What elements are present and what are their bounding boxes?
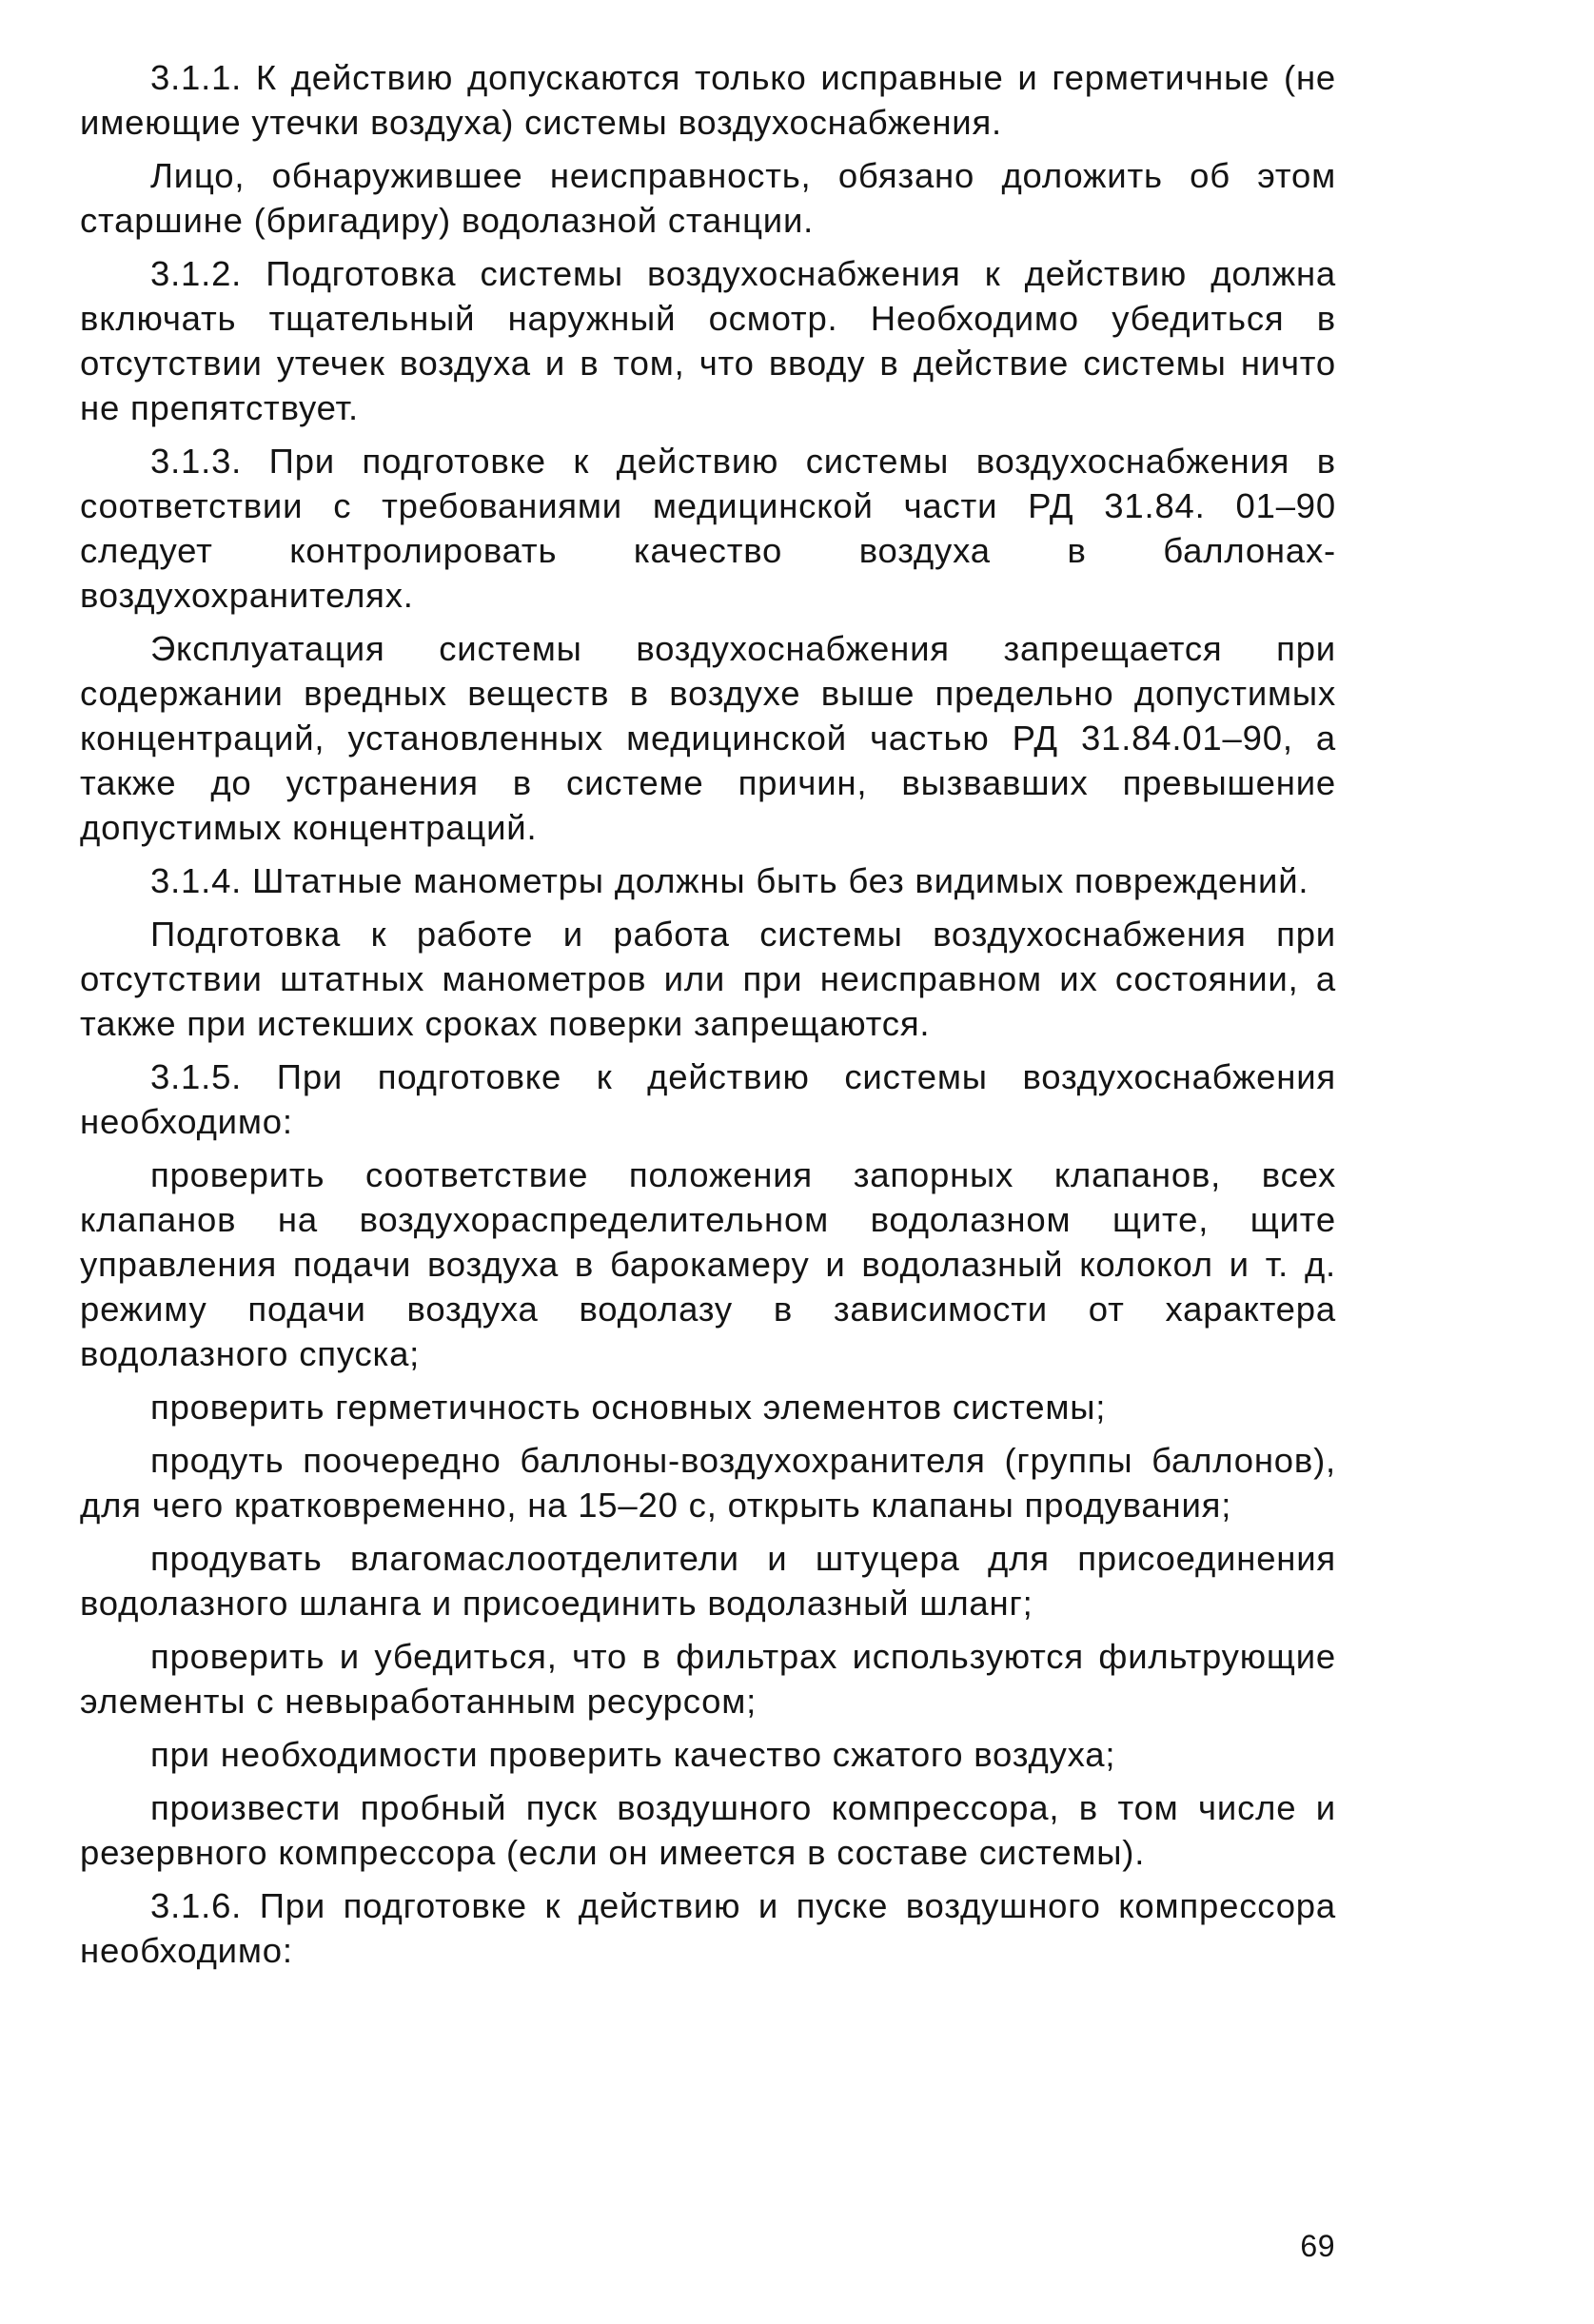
list-item-blow-separators: продувать влагомаслоотделители и штуцера для присоединения водолазного шланга и присоединить водолазный шланг;: [80, 1539, 1336, 1623]
list-item-check-filters: проверить и убедиться, что в фильтрах используются фильтрующие элементы с невыработанным ресурсом;: [80, 1637, 1336, 1721]
paragraph-3-1-5: 3.1.5. При подготовке к действию системы воздухоснабжения необходимо:: [80, 1057, 1336, 1141]
page-body: [80, 55, 1336, 1981]
list-item-blow-cylinders: продуть поочередно баллоны-воздухохранителя (группы баллонов), для чего кратковременно, на 15–20 с, открыть клапаны продувания;: [80, 1441, 1336, 1525]
page-number: 69: [1300, 2229, 1335, 2263]
list-item-test-compressor: произвести пробный пуск воздушного компрессора, в том числе и резервного компрессора (если он имеется в составе системы).: [80, 1788, 1336, 1872]
list-item-check-air-quality: при необходимости проверить качество сжатого воздуха;: [150, 1735, 1116, 1774]
paragraph-operation-prohibited: Эксплуатация системы воздухоснабжения запрещается при содержании вредных веществ в воздухе выше предельно допустимых концентраций, установленных медицинской частью РД 31.84.01–90, а также до устранения в системе причин, вызвавших превышение допустимых концентраций.: [80, 629, 1336, 847]
paragraph-3-1-6: 3.1.6. При подготовке к действию и пуске воздушного компрессора необходимо:: [80, 1886, 1336, 1970]
paragraph-report-fault: Лицо, обнаружившее неисправность, обязано доложить об этом старшине (бригадиру) водолазной станции.: [80, 156, 1336, 240]
list-item-check-tightness: проверить герметичность основных элементов системы;: [150, 1388, 1107, 1427]
list-item-check-valves: проверить соответствие положения запорных клапанов, всех клапанов на воздухораспределительном водолазном щите, щите управления подачи воздуха в барокамеру и водолазный колокол и т. д. режиму подачи воздуха водолазу в зависимости от характера водолазного спуска;: [80, 1155, 1336, 1373]
paragraph-3-1-3: 3.1.3. При подготовке к действию системы воздухоснабжения в соответствии с требованиями медицинской части РД 31.84. 01–90 следует контролировать качество воздуха в баллонах-воздухохранителях.: [80, 442, 1336, 615]
paragraph-3-1-2: 3.1.2. Подготовка системы воздухоснабжения к действию должна включать тщательный наружный осмотр. Необходимо убедиться в отсутствии утечек воздуха и в том, что вводу в действие системы ничто не препятствует.: [80, 254, 1336, 427]
paragraph-3-1-1: 3.1.1. К действию допускаются только исправные и герметичные (не имеющие утечки воздуха) системы воздухоснабжения.: [80, 58, 1336, 142]
paragraph-manometers-prohibited: Подготовка к работе и работа системы воздухоснабжения при отсутствии штатных манометров или при неисправном их состоянии, а также при истекших сроках поверки запрещаются.: [80, 915, 1336, 1043]
paragraph-3-1-4: 3.1.4. Штатные манометры должны быть без видимых повреждений.: [150, 861, 1309, 900]
